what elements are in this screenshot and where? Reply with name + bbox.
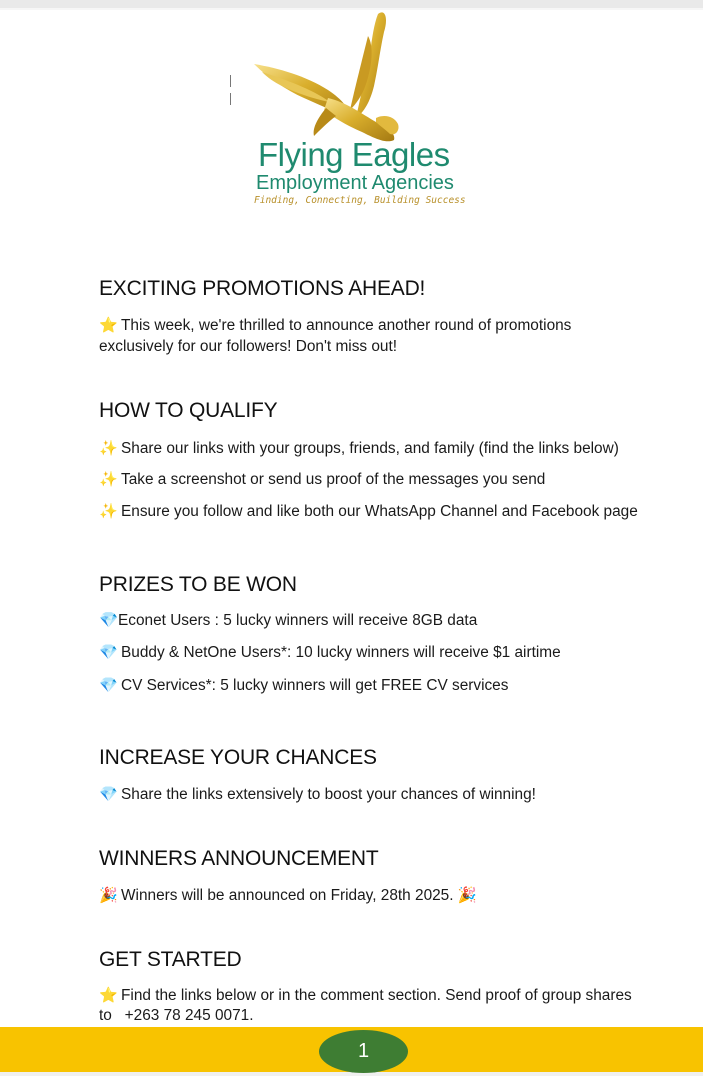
prize-item-text: Econet Users : 5 lucky winners will receive 8GB data <box>118 612 478 629</box>
prize-item <box>99 643 561 662</box>
promotions-line-1 <box>99 316 571 335</box>
winners-text: Winners will be announced on Friday, 28th 2025. <box>121 887 454 904</box>
company-logo <box>228 6 488 212</box>
prizes-heading: PRIZES TO BE WON <box>99 573 297 596</box>
prize-item <box>99 676 508 695</box>
started-heading: GET STARTED <box>99 948 242 971</box>
promotions-line-2: exclusively for our followers! Don't miss out! <box>99 338 398 355</box>
started-line-1 <box>99 986 632 1005</box>
winners-line <box>99 886 477 905</box>
qualify-item <box>99 470 545 489</box>
started-text-1: Find the links below or in the comment section. Send proof of group shares <box>121 987 632 1004</box>
promotions-heading: EXCITING PROMOTIONS AHEAD! <box>99 277 426 300</box>
page-number-badge[interactable]: 1 <box>319 1030 408 1073</box>
winners-heading: WINNERS ANNOUNCEMENT <box>99 847 379 870</box>
sparkles-icon: ✨ <box>99 440 118 457</box>
chances-text: Share the links extensively to boost your chances of winning! <box>121 786 536 803</box>
qualify-item-text: Take a screenshot or send us proof of the messages you send <box>121 471 546 488</box>
party-popper-icon: 🎉 <box>99 887 118 904</box>
footer-bottom-edge <box>0 1072 703 1076</box>
qualify-item-text: Share our links with your groups, friends, and family (find the links below) <box>121 440 619 457</box>
qualify-item <box>99 439 619 458</box>
gem-icon: 💎 <box>99 644 118 661</box>
party-popper-icon: 🎉 <box>457 887 477 904</box>
qualify-item <box>99 502 638 521</box>
prize-item-text: Buddy & NetOne Users*: 10 lucky winners will receive $1 airtime <box>121 644 561 661</box>
gem-icon: 💎 <box>99 677 118 694</box>
star-icon: ⭐ <box>99 987 118 1004</box>
qualify-heading: HOW TO QUALIFY <box>99 399 278 422</box>
prize-item <box>99 611 477 630</box>
star-icon: ⭐ <box>99 317 118 334</box>
chances-heading: INCREASE YOUR CHANCES <box>99 746 377 769</box>
promotions-text-1: This week, we're thrilled to announce another round of promotions <box>121 317 572 334</box>
started-line-2: to +263 78 245 0071. <box>99 1007 254 1024</box>
sparkles-icon: ✨ <box>99 503 118 520</box>
gem-icon: 💎 <box>99 612 119 629</box>
sparkles-icon: ✨ <box>99 471 118 488</box>
qualify-item-text: Ensure you follow and like both our WhatsApp Channel and Facebook page <box>121 503 638 520</box>
brand-tagline: Finding, Connecting, Building Success <box>254 195 466 206</box>
chances-line <box>99 785 536 804</box>
gem-icon: 💎 <box>99 786 118 803</box>
prize-item-text: CV Services*: 5 lucky winners will get FREE CV services <box>121 677 509 694</box>
brand-subtitle: Employment Agencies <box>256 172 454 194</box>
brand-name: Flying Eagles <box>258 136 450 173</box>
